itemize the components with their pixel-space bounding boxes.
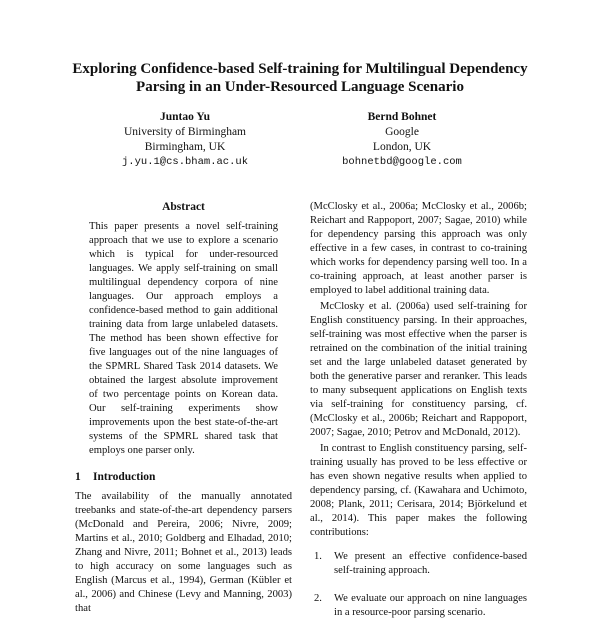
author-block-1 (95, 110, 275, 170)
body-paragraph: In contrast to English constituency parsing, self-training usually has proved to be less effective or has even shown negative results when applied to dependency parsing, cf. (Kawahara and Uchimoto, 2008; Plank, 2011; Cerisara, 2014; Björkelund et al., 2014). This paper makes the following contributions: (310, 443, 527, 538)
abstract-text: This paper presents a novel self-training approach that we use to explore a scenario which is typical for under-resourced languages. We apply self-training on small multilingual dependency corpora of nine languages. Our approach employs a confidence-based method to gain additional training data from large unlabeled datasets. The method has been shown effective for five languages out of the nine languages of the SPMRL Shared Task 2014 datasets. We obtained the largest absolute improvement of two percentage points on Korean data. Our self-training experiments show improvements upon the best state-of-the-art systems of the SPMRL shared task that employs one parser only. (89, 221, 278, 456)
section-title: Introduction (93, 471, 156, 483)
list-item (310, 550, 527, 578)
author-affiliation: Google (385, 126, 419, 138)
list-item (310, 592, 527, 620)
author-name: Juntao Yu (160, 111, 210, 123)
contributions-list (310, 550, 527, 620)
section-heading-introduction (75, 470, 292, 484)
paper-title: Exploring Confidence-based Self-training for Multilingual Dependency Parsing in an Under-Resourced Language Scenario (72, 61, 528, 95)
list-marker: 1. (314, 551, 322, 562)
intro-paragraph: The availability of the manually annotated treebanks and state-of-the-art dependency parsers (McDonald and Pereira, 2006; Nivre, 2009; Martins et al., 2010; Goldberg and Elhadad, 2010; Zhang and Nivre, 2011; Bohnet et al., 2013) leads to high accuracy on some languages such as English (Marcus et al., 1994), German (Kübler et al., 2006) and Chinese (Levy and Manning, 2003) that (75, 491, 292, 614)
right-column (310, 200, 527, 634)
section-number: 1 (75, 471, 81, 483)
author-location: Birmingham, UK (144, 141, 226, 153)
list-text: We evaluate our approach on nine languages in a resource-poor parsing scenario. (334, 593, 527, 618)
author-affiliation: University of Birmingham (123, 126, 246, 138)
body-paragraph: McClosky et al. (2006a) used self-training for English constituency parsing. In their approaches, self-training was most effective when the parser is retrained on the combination of the initial training set and the large unlabeled dataset generated by both the generative parser and reranker. This leads to many subsequent applications on English texts via self-training for constituency parsing, cf. (McClosky et al., 2006b; Reichart and Rappoport, 2007; Sagae, 2010; Petrov and McDonald, 2012). (310, 301, 527, 438)
author-name: Bernd Bohnet (367, 111, 437, 123)
author-email: bohnetbd@google.com (342, 156, 462, 168)
list-marker: 2. (314, 593, 322, 604)
author-location: London, UK (372, 141, 432, 153)
list-text: We present an effective confidence-based self-training approach. (334, 551, 527, 576)
abstract-heading: Abstract (162, 201, 205, 213)
body-paragraph: (McClosky et al., 2006a; McClosky et al., 2006b; Reichart and Rappoport, 2007; Sagae, 2010) while for dependency parsing this approach was only effective in a few cases, in contrast to co-training which works for dependency parsing well too. In a co-training approach, at least another parser is employed to label additional training data. (310, 201, 527, 296)
author-email: j.yu.1@cs.bham.ac.uk (121, 156, 249, 168)
author-block-2 (312, 110, 492, 170)
left-column (75, 200, 292, 616)
